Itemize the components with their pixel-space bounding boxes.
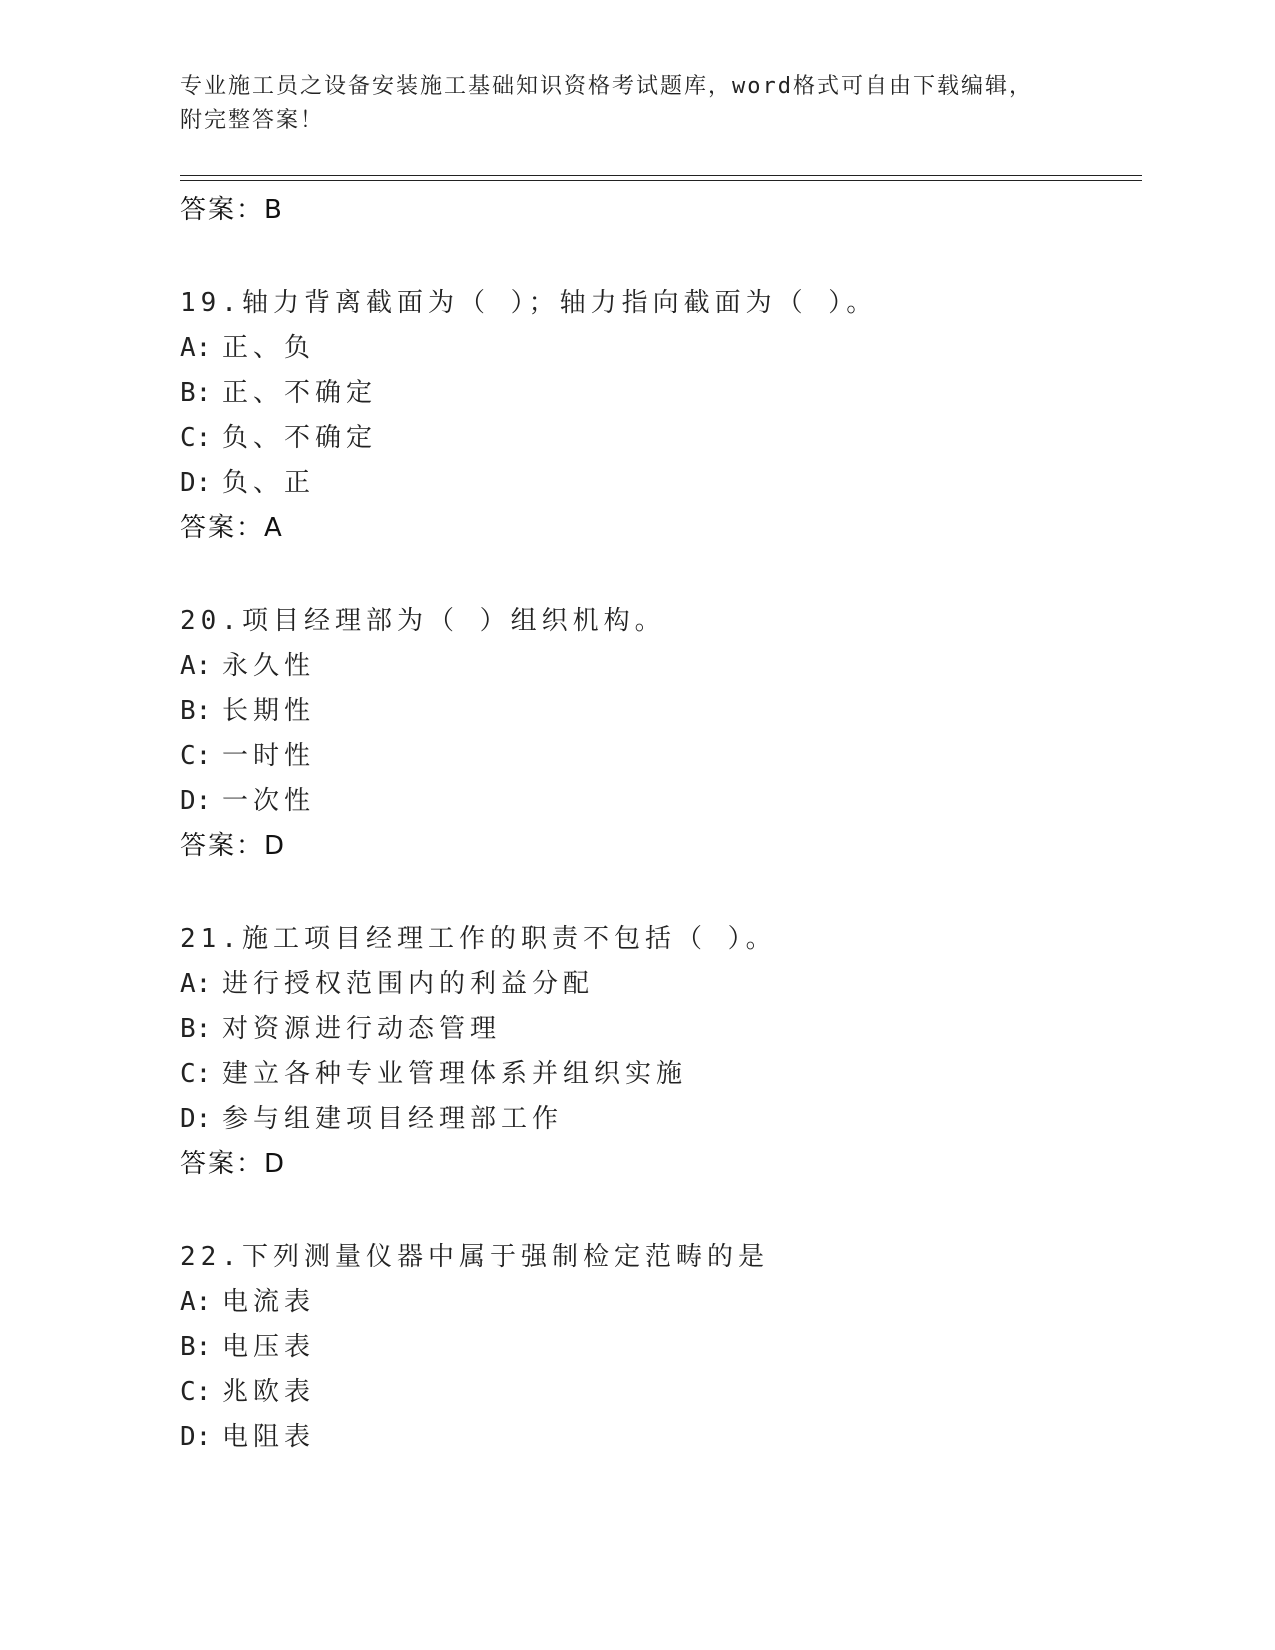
option-a [180, 326, 1140, 371]
option-b [180, 1007, 1140, 1052]
option-key: C: [180, 1059, 212, 1089]
document-header [180, 70, 1060, 138]
option-text: 兆欧表 [222, 1377, 316, 1407]
option-a [180, 1280, 1140, 1325]
option-text: 正、不确定 [222, 378, 378, 408]
option-text: 正、负 [222, 333, 316, 363]
option-d [180, 461, 1140, 506]
option-a [180, 644, 1140, 689]
option-key: D: [180, 468, 212, 498]
option-key: C: [180, 423, 212, 453]
option-text: 建立各种专业管理体系并组织实施 [222, 1059, 688, 1089]
option-d [180, 1415, 1140, 1460]
question-block-19 [180, 280, 1140, 550]
option-text: 电阻表 [222, 1422, 316, 1452]
question-text: 21.施工项目经理工作的职责不包括（ ）。 [180, 924, 777, 954]
option-text: 电压表 [222, 1332, 316, 1362]
option-key: A: [180, 651, 212, 681]
option-key: A: [180, 1287, 212, 1317]
question-list [180, 188, 1140, 1460]
option-a [180, 962, 1140, 1007]
header-line-2: 附完整答案！ [180, 108, 325, 133]
option-key: A: [180, 333, 212, 363]
spacer [180, 1186, 1140, 1234]
option-b [180, 689, 1140, 734]
question-text: 19.轴力背离截面为（ ）；轴力指向截面为（ ）。 [180, 288, 878, 318]
question-block-22 [180, 1234, 1140, 1460]
option-key: D: [180, 786, 212, 816]
header-divider [180, 175, 1142, 181]
option-d [180, 779, 1140, 824]
spacer [180, 232, 1140, 280]
option-text: 永久性 [222, 651, 316, 681]
option-key: C: [180, 1377, 212, 1407]
option-text: 对资源进行动态管理 [222, 1014, 502, 1044]
option-text: 进行授权范围内的利益分配 [222, 969, 595, 999]
option-b [180, 1325, 1140, 1370]
header-line-1: 专业施工员之设备安装施工基础知识资格考试题库，word格式可自由下载编辑， [180, 74, 1033, 99]
answer-line: 答案：A [180, 513, 284, 543]
option-c [180, 734, 1140, 779]
option-text: 负、正 [222, 468, 316, 498]
option-text: 一次性 [222, 786, 316, 816]
option-key: D: [180, 1104, 212, 1134]
option-key: B: [180, 1014, 212, 1044]
option-key: A: [180, 969, 212, 999]
previous-answer: 答案：B [180, 195, 284, 225]
answer-line: 答案：D [180, 1149, 287, 1179]
question-block-20 [180, 598, 1140, 868]
option-key: B: [180, 378, 212, 408]
option-text: 电流表 [222, 1287, 316, 1317]
option-b [180, 371, 1140, 416]
option-c [180, 1052, 1140, 1097]
question-text: 22.下列测量仪器中属于强制检定范畴的是 [180, 1242, 769, 1272]
option-text: 一时性 [222, 741, 316, 771]
spacer [180, 868, 1140, 916]
answer-line: 答案：D [180, 831, 287, 861]
option-text: 长期性 [222, 696, 316, 726]
option-key: B: [180, 1332, 212, 1362]
question-block-21 [180, 916, 1140, 1186]
option-c [180, 1370, 1140, 1415]
option-key: B: [180, 696, 212, 726]
option-text: 参与组建项目经理部工作 [222, 1104, 564, 1134]
option-text: 负、不确定 [222, 423, 378, 453]
option-key: C: [180, 741, 212, 771]
spacer [180, 550, 1140, 598]
question-text: 20.项目经理部为（ ）组织机构。 [180, 606, 666, 636]
option-key: D: [180, 1422, 212, 1452]
option-d [180, 1097, 1140, 1142]
option-c [180, 416, 1140, 461]
